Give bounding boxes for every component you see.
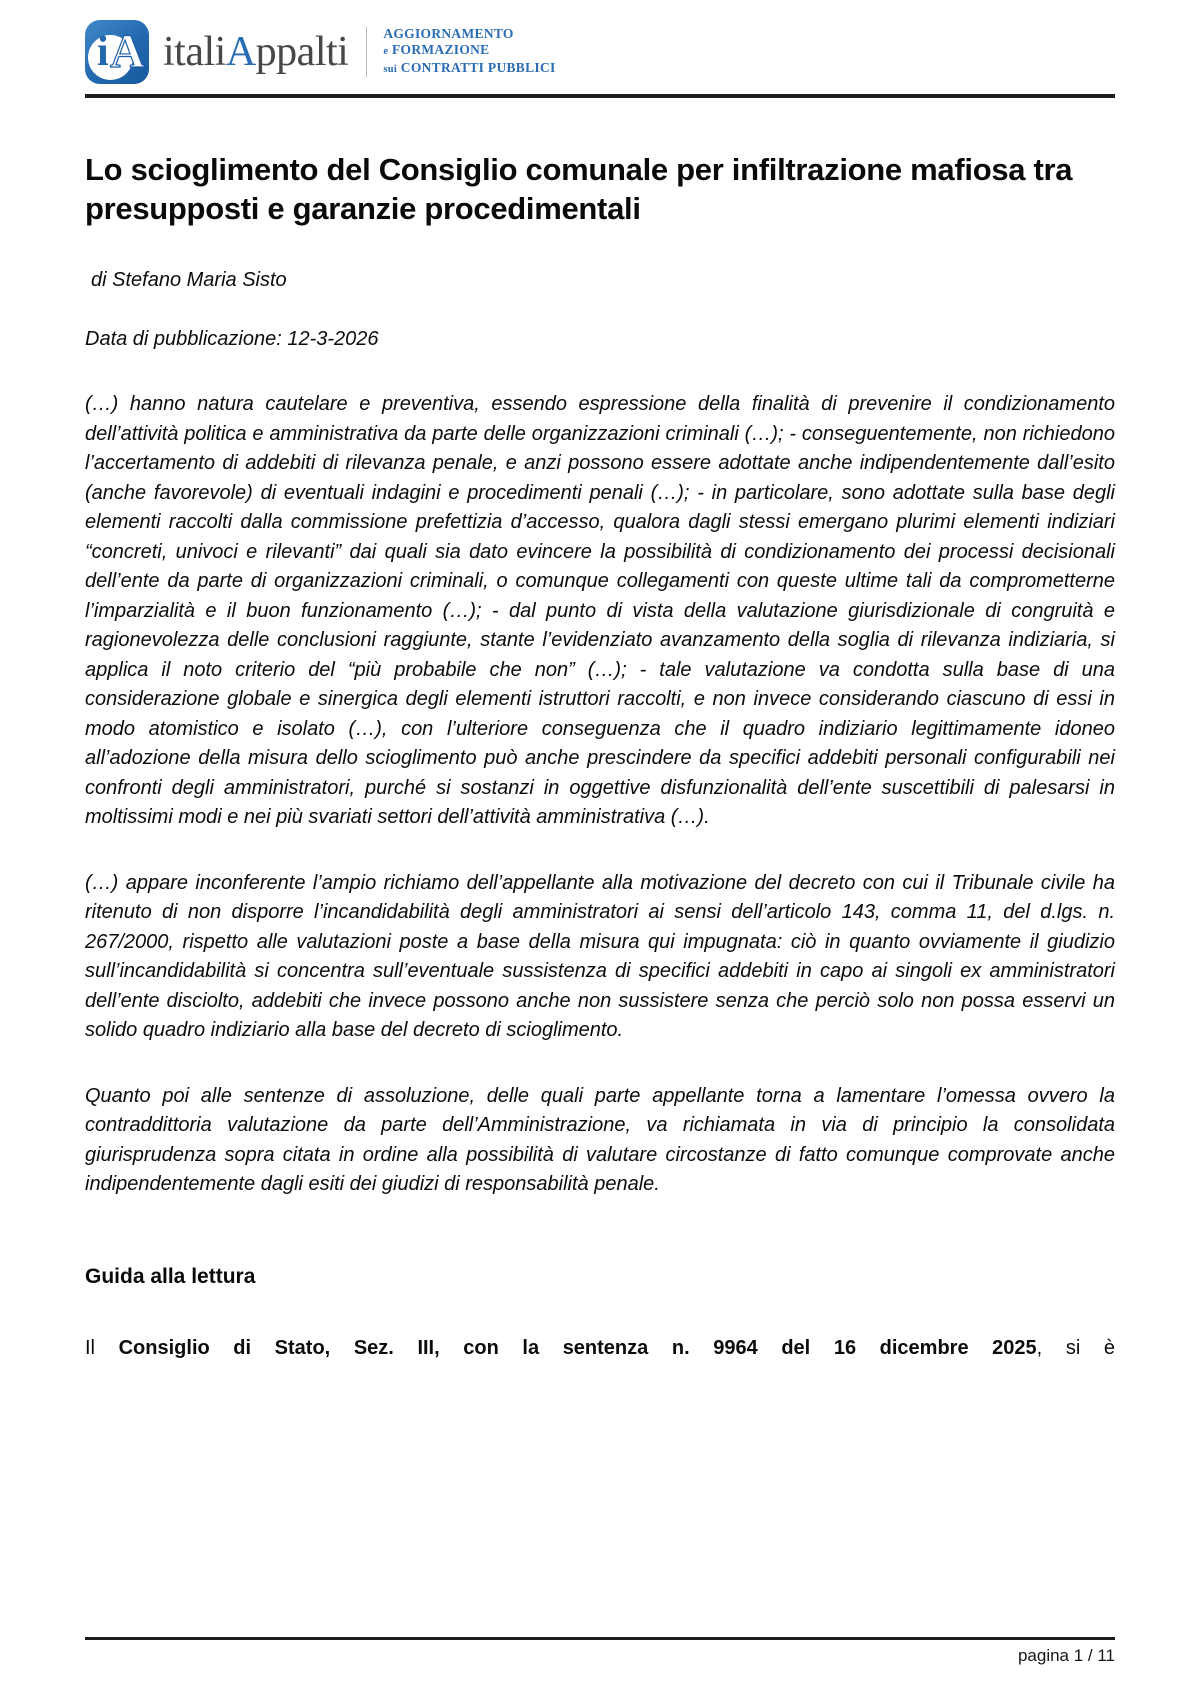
closing-paragraph [85, 1334, 1115, 1364]
brand-name-suffix: ppalti [255, 29, 349, 75]
brand-tagline [383, 26, 555, 78]
quote-paragraph-2: (…) appare inconferente l’ampio richiamo dell’appellante alla motivazione del decreto con cui il Tribunale civile ha ritenuto di non disporre l’incandidabilità degli amministratori ai sensi dell’articolo 143, comma 11, del d.lgs. n. 267/2000, rispetto alle valutazioni poste a base della misura qui impugnata: ciò in quanto ovviamente il giudizio sull’incandidabilità si concentra sull’eventuale sussistenza di specifici addebiti in capo ai singoli ex amministratori dell’ente disciolto, addebiti che invece possono anche non sussistere senza che perciò solo non possa esservi un solido quadro indiziario alla base del decreto di scioglimento. [85, 871, 1115, 1041]
article-byline: di Stefano Maria Sisto [91, 269, 287, 291]
closing-suffix: , si è [1036, 1336, 1115, 1359]
quote-paragraph-1: (…) hanno natura cautelare e preventiva, essendo espressione della finalità di prevenire il condizionamento dell’attività politica e amministrativa da parte delle organizzazioni criminali (…); - conseguentemente, non richiedono l’accertamento di addebiti di rilevanza penale, e anzi possono essere adottate anche indipendentemente dall’esito (anche favorevole) di eventuali indagini e procedimenti penali (…); - in particolare, sono adottate sulla base degli elementi raccolti dalla commissione prefettizia d’accesso, qualora dagli stessi emergano plurimi elementi indiziari “concreti, univoci e rilevanti” dai quali sia dato evincere la possibilità di condizionamento dei processi decisionali dell’ente da parte di organizzazioni criminali, o comunque collegamenti con queste ultime tali da comprometterne l’imparzialità e il buon funzionamento (…); - dal punto di vista della valutazione giurisdizionale di congruità e ragionevolezza delle conclusioni raggiunte, stante l’evidenziato avanzamento della soglia di rilevanza indiziaria, si applica il noto criterio del “più probabile che non” (…); - tale valutazione va condotta sulla base di una considerazione globale e sinergica degli elementi istruttori raccolti, e non invece considerando ciascuno di essi in modo atomistico e isolato (…), con l’ulteriore conseguenza che il quadro indiziario legittimamente idoneo all’adozione della misura dello scioglimento può anche prescindere da specifici addebiti personali configurabili nei confronti degli amministratori, purché si sostanzi in oggettive disfunzionalità dell’ente suscettibili di palesarsi in moltissimi modi e nei più svariati settori dell’attività amministrativa (…). [85, 393, 1115, 828]
page-title: Lo scioglimento del Consiglio comunale per infiltrazione mafiosa tra presupposti e garanzie procedimentali [85, 152, 1073, 226]
footer-rule [85, 1637, 1115, 1640]
brand-name-accent: A [225, 29, 256, 75]
publication-date: Data di pubblicazione: 12-3-2026 [85, 328, 379, 350]
section-heading-guida: Guida alla lettura [85, 1264, 256, 1288]
italiappalti-logo-icon [85, 20, 149, 84]
brand-name-prefix: itali [163, 29, 226, 75]
quote-paragraph-3: Quanto poi alle sentenze di assoluzione, delle quali parte appellante torna a lamentare l’omessa ovvero la contraddittoria valutazione da parte dell’Amministrazione, va richiamata in via di principio la consolidata giurisprudenza sopra citata in ordine alla possibilità di valutare circostanze di fatto comunque comprovate anche indipendentemente dagli esiti dei giudizi di responsabilità penale. [85, 1084, 1115, 1195]
brand-logo [85, 20, 556, 84]
tagline-line-2: e FORMAZIONE [383, 42, 490, 57]
tagline-divider [366, 27, 367, 77]
tagline-line-3: sui CONTRATTI PUBBLICI [383, 60, 556, 75]
closing-bold-citation: Consiglio di Stato, Sez. III, con la sentenza n. 9964 del 16 dicembre 2025 [118, 1336, 1037, 1359]
tagline-line-1: AGGIORNAMENTO [383, 26, 514, 41]
brand-name [163, 31, 348, 73]
header-rule [85, 94, 1115, 98]
page-footer [85, 1637, 1115, 1667]
closing-prefix: Il [85, 1336, 119, 1359]
site-header [85, 20, 1115, 84]
logo-letter-a: A [110, 25, 145, 78]
logo-letter-i: i [97, 29, 109, 75]
article-body [85, 150, 1115, 1363]
page-number-label: pagina 1 / 11 [1017, 1646, 1115, 1665]
